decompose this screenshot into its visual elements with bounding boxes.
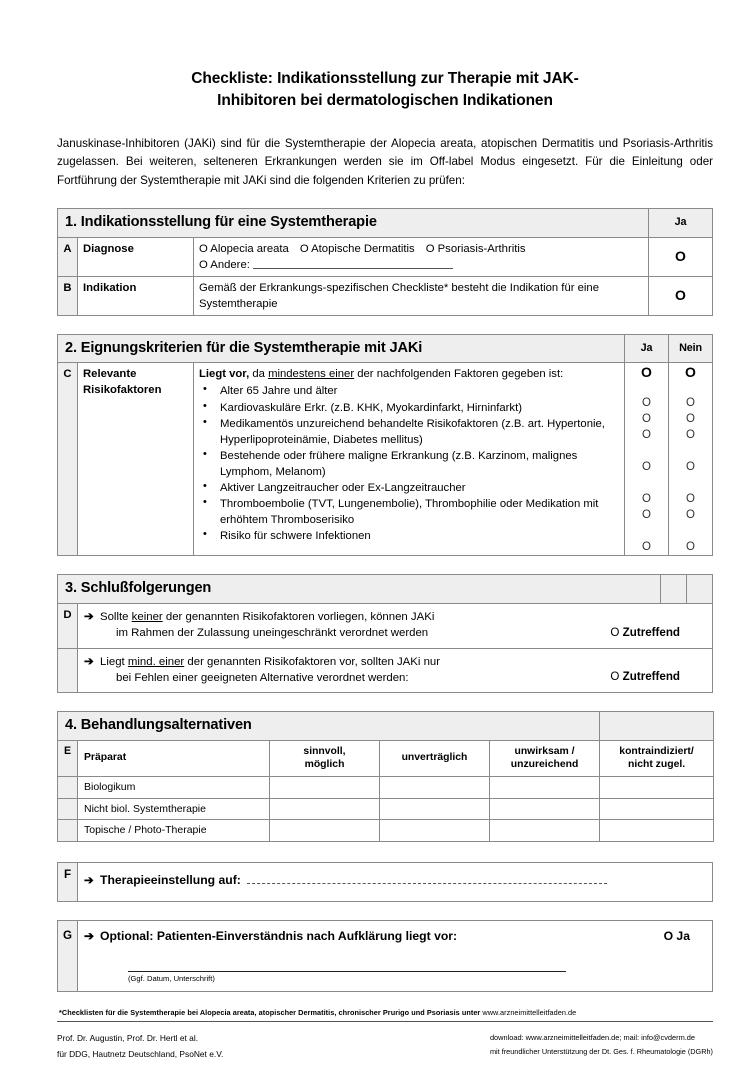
conclusion-1-post: der genannten Risikofaktoren vorliegen, können JAKi	[162, 611, 435, 624]
footer-organizations: für DDG, Hautnetz Deutschland, PsoNet e.V.	[57, 1048, 224, 1059]
risk-5-ja-checkbox[interactable]	[625, 491, 668, 507]
row-letter-blank	[58, 776, 78, 798]
therapieeinstellung-label: Therapieeinstellung auf:	[100, 873, 241, 888]
section-1-col-ja: Ja	[649, 208, 713, 237]
footnote-text: *Checklisten für die Systemtherapie bei Alopecia areata, atopischer Dermatitis, chronischer Prurigo und Psoriasis unter	[59, 1007, 483, 1017]
arrow-icon: ➔	[84, 875, 94, 888]
section-2-header-row	[58, 334, 713, 363]
treatment-row-nicht-biol: Nicht biol. Systemtherapie	[78, 798, 270, 820]
circle-icon: O	[642, 461, 651, 474]
list-item: • Kardiovaskuläre Erkr. (z.B. KHK, Myokardinfarkt, Hirninfarkt)	[199, 400, 619, 416]
risk-4-ja-checkbox[interactable]	[625, 459, 668, 475]
title-line-2: Inhibitoren bei dermatologischen Indikationen	[217, 92, 553, 110]
risk-ja-column	[625, 363, 669, 556]
spacer	[625, 475, 668, 491]
treatment-row-topische: Topische / Photo-Therapie	[78, 820, 270, 842]
risikofaktoren-label-line2: Risikofaktoren	[83, 384, 162, 397]
column-header-unvertraeglich	[380, 740, 490, 776]
circle-icon: O	[642, 541, 651, 554]
col-kontraindiziert-line2: nicht zugel.	[627, 759, 686, 771]
circle-icon: O	[642, 429, 651, 442]
table-row	[58, 798, 714, 820]
option-atopische-dermatitis[interactable]: O Atopische Dermatitis	[299, 242, 415, 255]
column-header-praeparat: Präparat	[78, 740, 270, 776]
column-header-unwirksam	[490, 740, 600, 776]
section-4-header-row	[58, 711, 714, 740]
circle-icon: O	[642, 493, 651, 506]
row-letter-c: C	[58, 363, 78, 556]
risikofaktoren-intro	[199, 366, 619, 382]
cell-biologikum-sinnvoll[interactable]	[270, 776, 380, 798]
circle-icon: O	[686, 397, 695, 410]
section-2-col-ja: Ja	[625, 334, 669, 363]
cell-topische-unvertraeglich[interactable]	[380, 820, 490, 842]
section-2-col-nein: Nein	[669, 334, 713, 363]
row-letter-blank	[58, 820, 78, 842]
intro-underlined: mindestens einer	[268, 368, 355, 381]
footer-divider	[57, 1021, 713, 1022]
row-label-risikofaktoren	[78, 363, 194, 556]
conclusion-2-underlined: mind. einer	[127, 655, 185, 668]
row-letter-g: G	[58, 920, 78, 991]
circle-icon: O	[686, 461, 695, 474]
einverstaendnis-ja-checkbox[interactable]: O Ja	[663, 928, 690, 943]
risk-5-nein-checkbox[interactable]	[669, 491, 712, 507]
spacer	[625, 443, 668, 459]
circle-icon: O	[675, 247, 686, 264]
circle-icon: O	[641, 364, 652, 381]
einverstaendnis-cell	[78, 920, 713, 991]
section-4-table	[57, 711, 714, 842]
circle-icon: O	[610, 670, 620, 684]
treatment-row-biologikum: Biologikum	[78, 776, 270, 798]
spacer	[669, 475, 712, 491]
cell-topische-sinnvoll[interactable]	[270, 820, 380, 842]
conclusion-1-checkbox[interactable]	[530, 625, 680, 641]
list-item: • Alter 65 Jahre und älter	[199, 383, 619, 399]
circle-icon: O	[686, 413, 695, 426]
risk-3-nein-checkbox[interactable]	[669, 427, 712, 443]
risk-factor-list	[199, 383, 619, 543]
footer-authors: Prof. Dr. Augustin, Prof. Dr. Hertl et al.	[57, 1033, 199, 1043]
footer-download-link[interactable]: download: www.arzneimittelleitfaden.de; mail: info@cvderm.de	[489, 1033, 696, 1042]
section-g-table	[57, 920, 713, 992]
circle-icon: O	[642, 413, 651, 426]
row-letter-e: E	[58, 740, 78, 776]
circle-icon: O	[686, 429, 695, 442]
footnote-url[interactable]: www.arzneimittelleitfaden.de	[482, 1007, 577, 1017]
circle-icon: O	[642, 509, 651, 522]
circle-icon: O	[686, 493, 695, 506]
signature-area	[84, 970, 704, 985]
section-3-heading: 3. Schlußfolgerungen	[58, 575, 661, 604]
diagnose-options	[194, 237, 649, 276]
conclusion-2-text	[100, 654, 530, 686]
spacer	[669, 379, 712, 395]
cell-nichtbiol-unvertraeglich[interactable]	[380, 798, 490, 820]
footer-support-note: mit freundlicher Unterstützung der Dt. Ges. f. Rheumatologie (DGRh)	[489, 1046, 713, 1056]
risk-6-nein-checkbox[interactable]	[669, 507, 712, 523]
column-header-kontraindiziert	[600, 740, 714, 776]
section-3-spacer-2	[687, 575, 713, 604]
option-andere[interactable]: O Andere:	[199, 258, 250, 271]
document-content	[57, 0, 713, 1017]
signature-line[interactable]	[128, 970, 566, 972]
circle-icon: O	[675, 286, 686, 303]
arrow-icon: ➔	[84, 655, 94, 668]
cell-nichtbiol-sinnvoll[interactable]	[270, 798, 380, 820]
therapieeinstellung-cell	[78, 863, 713, 901]
spacer	[625, 379, 668, 395]
einverstaendnis-label-wrap	[84, 928, 457, 945]
conclusion-1-pre: Sollte	[100, 611, 132, 624]
spacer	[625, 523, 668, 539]
conclusion-row-1	[78, 604, 713, 648]
arrow-icon: ➔	[84, 611, 94, 624]
conclusion-1-text	[100, 609, 530, 641]
risk-1-ja-checkbox[interactable]	[625, 395, 668, 411]
conclusion-2-answer-label: Zutreffend	[622, 670, 680, 684]
intro-rest-1: da	[249, 368, 269, 381]
conclusion-row-2	[78, 648, 713, 692]
row-letter-blank	[58, 798, 78, 820]
conclusion-2-pre: Liegt	[100, 655, 128, 668]
circle-icon: O	[685, 364, 696, 381]
cell-biologikum-unwirksam[interactable]	[490, 776, 600, 798]
row-label-indikation: Indikation	[78, 276, 194, 315]
risk-2-ja-checkbox[interactable]	[625, 411, 668, 427]
conclusion-1-line2: im Rahmen der Zulassung uneingeschränkt verordnet werden	[116, 627, 429, 640]
col-kontraindiziert-line1: kontraindiziert/	[619, 745, 694, 757]
col-unwirksam-line2: unzureichend	[510, 759, 579, 771]
indikation-ja-checkbox[interactable]	[649, 276, 713, 315]
col-unwirksam-line1: unwirksam /	[514, 745, 575, 757]
risk-7-nein-checkbox[interactable]	[669, 539, 712, 555]
circle-icon: O	[642, 397, 651, 410]
table-row	[58, 604, 713, 648]
row-letter-b: B	[58, 276, 78, 315]
cell-topische-unwirksam[interactable]	[490, 820, 600, 842]
risk-3-ja-checkbox[interactable]	[625, 427, 668, 443]
table-row	[58, 276, 713, 315]
circle-icon: O	[610, 626, 620, 640]
therapieeinstellung-input-line[interactable]	[247, 873, 607, 884]
list-item: • Bestehende oder frühere maligne Erkrankung (z.B. Karzinom, malignes Lymphom, Melanom)	[199, 448, 619, 480]
conclusion-1-answer-label: Zutreffend	[622, 626, 680, 640]
cell-biologikum-kontraindiziert[interactable]	[600, 776, 714, 798]
risk-main-ja-checkbox[interactable]	[625, 363, 668, 379]
cell-nichtbiol-unwirksam[interactable]	[490, 798, 600, 820]
cell-nichtbiol-kontraindiziert[interactable]	[600, 798, 714, 820]
section-3-spacer-1	[661, 575, 687, 604]
table-row	[58, 776, 714, 798]
list-item: • Thromboembolie (TVT, Lungenembolie), Thrombophilie oder Medikation mit erhöhtem Thromboserisiko	[199, 496, 619, 528]
col-sinnvoll-line2: möglich	[304, 759, 345, 771]
intro-bold: Liegt vor,	[199, 368, 250, 381]
spacer	[669, 443, 712, 459]
section-1-header-row	[58, 208, 713, 237]
diagnose-ja-checkbox[interactable]	[649, 237, 713, 276]
section-1-table	[57, 208, 713, 316]
cell-topische-kontraindiziert[interactable]	[600, 820, 714, 842]
conclusion-2-post: der genannten Risikofaktoren vor, sollten JAKi nur	[184, 655, 441, 668]
page-title	[57, 0, 713, 113]
einverstaendnis-header	[84, 928, 704, 945]
col-unvertraeglich-line1: unverträglich	[401, 752, 468, 764]
col-sinnvoll-line1: sinnvoll,	[303, 745, 346, 757]
footnote	[57, 1008, 713, 1017]
risikofaktoren-content	[194, 363, 625, 556]
section-4-column-headers	[58, 740, 714, 776]
einverstaendnis-label: Optional: Patienten-Einverständnis nach Aufklärung liegt vor:	[100, 928, 458, 943]
conclusion-2-line2: bei Fehlen einer geeigneten Alternative verordnet werden:	[116, 671, 409, 684]
section-4-spacer	[600, 711, 714, 740]
table-row	[58, 820, 714, 842]
spacer	[669, 523, 712, 539]
conclusion-1-underlined: keiner	[131, 611, 163, 624]
risk-4-nein-checkbox[interactable]	[669, 459, 712, 475]
risk-main-nein-checkbox[interactable]	[669, 363, 712, 379]
table-row	[58, 863, 713, 901]
risk-nein-column	[669, 363, 713, 556]
table-row	[58, 920, 713, 991]
row-label-diagnose: Diagnose	[78, 237, 194, 276]
row-letter-f: F	[58, 863, 78, 901]
signature-caption: (Ggf. Datum, Unterschrift)	[128, 974, 215, 984]
list-item: • Aktiver Langzeitraucher oder Ex-Langzeitraucher	[199, 480, 619, 496]
intro-rest-2: der nachfolgenden Faktoren gegeben ist:	[354, 368, 564, 381]
risk-7-ja-checkbox[interactable]	[625, 539, 668, 555]
option-psoriasis-arthritis[interactable]: O Psoriasis-Arthritis	[425, 242, 526, 255]
table-row	[58, 648, 713, 692]
footer-right	[480, 1031, 713, 1062]
section-f-table	[57, 862, 713, 901]
risk-6-ja-checkbox[interactable]	[625, 507, 668, 523]
circle-icon: O	[686, 541, 695, 554]
conclusion-2-checkbox[interactable]	[530, 669, 680, 685]
risk-2-nein-checkbox[interactable]	[669, 411, 712, 427]
risk-1-nein-checkbox[interactable]	[669, 395, 712, 411]
list-item: • Medikamentös unzureichend behandelte Risikofaktoren (z.B. art. Hypertonie, Hyperlipoproteinämie, Diabetes mellitus)	[199, 416, 619, 448]
cell-biologikum-unvertraeglich[interactable]	[380, 776, 490, 798]
intro-paragraph: Januskinase-Inhibitoren (JAKi) sind für die Systemtherapie der Alopecia areata, atopischen Dermatitis und Psoriasis-Arthritis zugelassen. Bei weiteren, selteneren Erkrankungen werden sie im Off-label Modus eingesetzt. Für die Einleitung oder Fortführung der Systemtherapie mit JAKi sind die folgenden Kriterien zu prüfen:	[57, 136, 713, 187]
column-header-sinnvoll	[270, 740, 380, 776]
indikation-text: Gemäß der Erkrankungs-spezifischen Checkliste* besteht die Indikation für eine Systemtherapie	[194, 276, 649, 315]
page-footer	[57, 1031, 713, 1062]
section-4-heading: 4. Behandlungsalternativen	[58, 711, 600, 740]
option-alopecia-areata[interactable]: O Alopecia areata	[199, 242, 289, 255]
table-row	[58, 363, 713, 556]
row-letter-blank	[58, 648, 78, 692]
circle-icon: O	[686, 509, 695, 522]
table-row	[58, 237, 713, 276]
list-item: • Risiko für schwere Infektionen	[199, 528, 619, 544]
title-line-1: Checkliste: Indikationsstellung zur Therapie mit JAK-	[191, 70, 579, 87]
footer-left	[57, 1031, 223, 1062]
risikofaktoren-label-line1: Relevante	[83, 368, 137, 381]
section-2-table	[57, 334, 713, 557]
section-2-heading: 2. Eignungskriterien für die Systemtherapie mit JAKi	[58, 334, 625, 363]
row-letter-a: A	[58, 237, 78, 276]
section-3-table	[57, 574, 713, 692]
arrow-icon: ➔	[84, 928, 95, 943]
section-3-header-row	[58, 575, 713, 604]
row-letter-d: D	[58, 604, 78, 648]
section-1-heading: 1. Indikationsstellung für eine Systemtherapie	[58, 208, 649, 237]
andere-input-line[interactable]	[253, 257, 453, 269]
